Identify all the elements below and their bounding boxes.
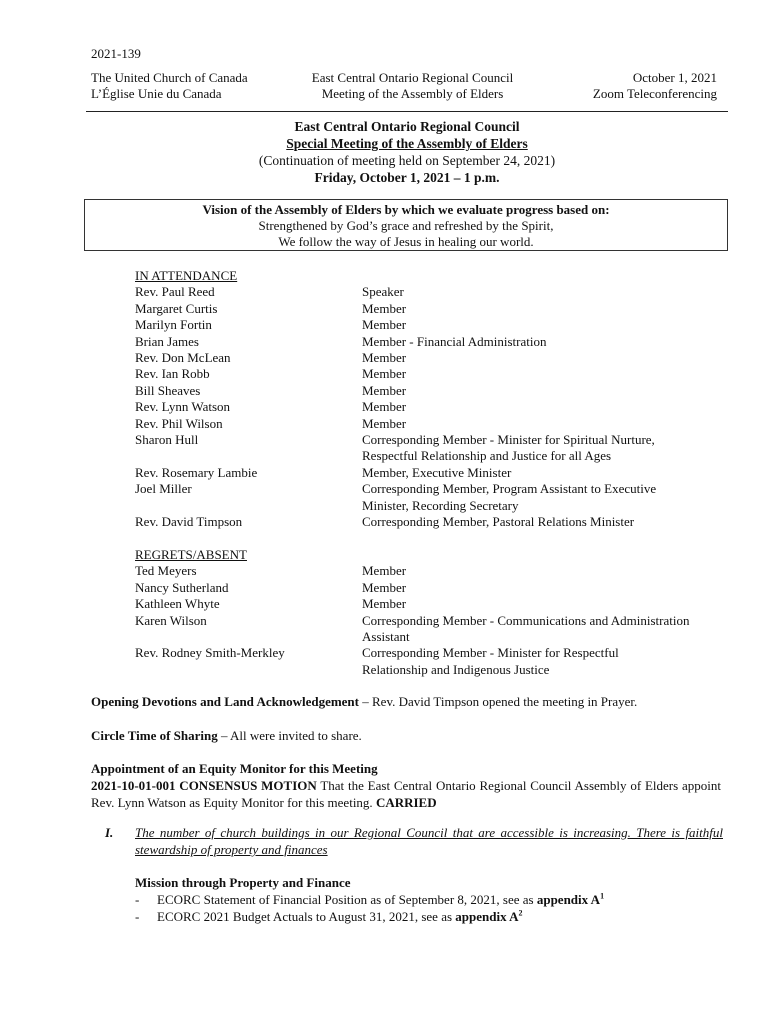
opening-heading: Opening Devotions and Land Acknowledgement bbox=[91, 694, 359, 709]
role-line: Member bbox=[362, 382, 407, 398]
role-line: Corresponding Member - Minister for Respectful bbox=[362, 645, 619, 661]
list-item bbox=[135, 613, 725, 646]
attendance-section bbox=[135, 268, 725, 531]
appendix-ref: appendix A bbox=[536, 892, 601, 907]
council-name: East Central Ontario Regional Council bbox=[311, 70, 514, 85]
list-item bbox=[135, 891, 725, 908]
person-name: Rev. Rodney Smith-Merkley bbox=[135, 645, 285, 661]
person-role bbox=[362, 350, 725, 366]
list-item bbox=[135, 350, 725, 366]
equity-heading: Appointment of an Equity Monitor for this Meeting bbox=[91, 761, 378, 776]
person-name: Bill Sheaves bbox=[135, 382, 201, 398]
person-role bbox=[362, 580, 725, 596]
bullet-dash: - bbox=[135, 892, 140, 907]
role-line: Member bbox=[362, 415, 407, 431]
item-description: ECORC Statement of Financial Position as of September 8, 2021, see as bbox=[157, 892, 537, 907]
role-line: Member bbox=[362, 596, 407, 612]
document-number: 2021-139 bbox=[91, 46, 141, 61]
church-name-fr: L’Église Unie du Canada bbox=[91, 86, 222, 101]
meeting-location: Zoom Teleconferencing bbox=[592, 86, 717, 101]
document-title bbox=[86, 118, 728, 186]
equity-motion bbox=[91, 777, 721, 811]
person-role bbox=[362, 383, 725, 399]
regrets-list bbox=[135, 563, 725, 678]
mission-list bbox=[135, 891, 725, 925]
header-divider bbox=[86, 111, 728, 112]
section-text: The number of church buildings in our Regional Council that are accessible is increasing. There is faithful stewardship of property and finances bbox=[135, 825, 723, 857]
section-number: I. bbox=[105, 825, 114, 840]
role-line: Corresponding Member - Minister for Spiritual Nurture, bbox=[362, 432, 655, 448]
circle-text: – All were invited to share. bbox=[217, 728, 362, 743]
person-role bbox=[362, 416, 725, 432]
person-name: Sharon Hull bbox=[135, 432, 199, 448]
section-i bbox=[91, 824, 723, 858]
role-line-continued: Assistant bbox=[362, 629, 410, 645]
vision-line-2: We follow the way of Jesus in healing our world. bbox=[278, 234, 534, 249]
list-item bbox=[135, 645, 725, 678]
role-line-continued: Respectful Relationship and Justice for all Ages bbox=[362, 448, 612, 464]
person-role bbox=[362, 399, 725, 415]
list-item bbox=[135, 596, 725, 612]
appendix-superscript: 2 bbox=[518, 908, 523, 918]
person-role bbox=[362, 613, 725, 646]
meeting-date: October 1, 2021 bbox=[632, 70, 717, 85]
person-name: Marilyn Fortin bbox=[135, 317, 212, 333]
meeting-name: Meeting of the Assembly of Elders bbox=[321, 86, 504, 101]
person-name: Ted Meyers bbox=[135, 563, 197, 579]
role-line: Corresponding Member - Communications and Administration bbox=[362, 612, 690, 628]
item-text bbox=[157, 909, 523, 924]
header-right bbox=[540, 70, 717, 102]
church-name-en: The United Church of Canada bbox=[91, 70, 248, 85]
person-name: Rev. Rosemary Lambie bbox=[135, 464, 258, 480]
list-item bbox=[135, 334, 725, 350]
person-name: Rev. Lynn Watson bbox=[135, 399, 231, 415]
person-role bbox=[362, 514, 725, 530]
list-item bbox=[135, 908, 725, 925]
list-item bbox=[135, 301, 725, 317]
person-name: Rev. Don McLean bbox=[135, 350, 231, 366]
role-line-continued: Minister, Recording Secretary bbox=[362, 497, 519, 513]
list-item bbox=[135, 284, 725, 300]
role-line: Member bbox=[362, 366, 407, 382]
mission-section bbox=[135, 874, 725, 925]
motion-text: That the East Central Ontario Regional Council Assembly of Elders appoint Rev. Lynn Watson as Equity Monitor for this meeting. bbox=[91, 778, 721, 810]
circle-heading: Circle Time of Sharing bbox=[91, 728, 218, 743]
header-center bbox=[260, 70, 565, 102]
title-meeting: Special Meeting of the Assembly of Elders bbox=[286, 136, 528, 151]
person-role bbox=[362, 284, 725, 300]
person-role bbox=[362, 596, 725, 612]
person-role bbox=[362, 432, 725, 465]
item-description: ECORC 2021 Budget Actuals to August 31, 2021, see as bbox=[157, 909, 456, 924]
regrets-section bbox=[135, 547, 725, 678]
person-name: Rev. Phil Wilson bbox=[135, 415, 223, 431]
person-name: Margaret Curtis bbox=[135, 300, 218, 316]
person-role bbox=[362, 563, 725, 579]
item-text bbox=[157, 892, 604, 907]
role-line: Member bbox=[362, 579, 407, 595]
person-name: Joel Miller bbox=[135, 481, 192, 497]
appendix-superscript: 1 bbox=[600, 891, 605, 901]
person-role bbox=[362, 334, 725, 350]
role-line: Corresponding Member, Pastoral Relations Minister bbox=[362, 514, 635, 530]
motion-result: CARRIED bbox=[375, 795, 437, 810]
vision-box bbox=[84, 199, 728, 251]
mission-heading: Mission through Property and Finance bbox=[135, 875, 351, 890]
list-item bbox=[135, 383, 725, 399]
role-line: Member bbox=[362, 399, 407, 415]
role-line: Member bbox=[362, 317, 407, 333]
list-item bbox=[135, 399, 725, 415]
regrets-heading: REGRETS/ABSENT bbox=[135, 547, 247, 562]
vision-heading: Vision of the Assembly of Elders by which we evaluate progress based on: bbox=[202, 202, 610, 217]
role-line-continued: Relationship and Indigenous Justice bbox=[362, 661, 550, 677]
opening-devotions bbox=[91, 693, 721, 710]
person-role bbox=[362, 301, 725, 317]
list-item bbox=[135, 317, 725, 333]
equity-monitor-section bbox=[91, 760, 721, 811]
list-item bbox=[135, 416, 725, 432]
role-line: Member bbox=[362, 350, 407, 366]
role-line: Member bbox=[362, 300, 407, 316]
list-item bbox=[135, 481, 725, 514]
attendance-list bbox=[135, 284, 725, 530]
person-name: Rev. Paul Reed bbox=[135, 284, 215, 300]
role-line: Speaker bbox=[362, 284, 404, 300]
person-role bbox=[362, 465, 725, 481]
vision-line-1: Strengthened by God’s grace and refreshed by the Spirit, bbox=[258, 218, 554, 233]
header-left bbox=[91, 70, 248, 102]
motion-id: 2021-10-01-001 CONSENSUS MOTION bbox=[91, 778, 317, 793]
appendix-ref: appendix A bbox=[455, 909, 519, 924]
person-name: Brian James bbox=[135, 333, 199, 349]
person-name: Kathleen Whyte bbox=[135, 596, 220, 612]
person-name: Nancy Sutherland bbox=[135, 579, 229, 595]
list-item bbox=[135, 563, 725, 579]
attendance-heading: IN ATTENDANCE bbox=[135, 268, 238, 283]
list-item bbox=[135, 514, 725, 530]
list-item bbox=[135, 465, 725, 481]
title-continuation: (Continuation of meeting held on September 24, 2021) bbox=[258, 153, 556, 168]
person-role bbox=[362, 317, 725, 333]
circle-time bbox=[91, 727, 721, 744]
list-item bbox=[135, 432, 725, 465]
role-line: Member bbox=[362, 563, 407, 579]
bullet-dash: - bbox=[135, 909, 140, 924]
person-role bbox=[362, 366, 725, 382]
title-datetime: Friday, October 1, 2021 – 1 p.m. bbox=[314, 170, 500, 185]
title-council: East Central Ontario Regional Council bbox=[294, 119, 520, 134]
opening-text: – Rev. David Timpson opened the meeting in Prayer. bbox=[359, 694, 638, 709]
person-name: Karen Wilson bbox=[135, 612, 207, 628]
person-role bbox=[362, 481, 725, 514]
person-name: Rev. Ian Robb bbox=[135, 366, 210, 382]
list-item bbox=[135, 580, 725, 596]
role-line: Member - Financial Administration bbox=[362, 333, 547, 349]
list-item bbox=[135, 366, 725, 382]
role-line: Member, Executive Minister bbox=[362, 464, 512, 480]
person-name: Rev. David Timpson bbox=[135, 514, 243, 530]
person-role bbox=[362, 645, 725, 678]
role-line: Corresponding Member, Program Assistant to Executive bbox=[362, 481, 657, 497]
